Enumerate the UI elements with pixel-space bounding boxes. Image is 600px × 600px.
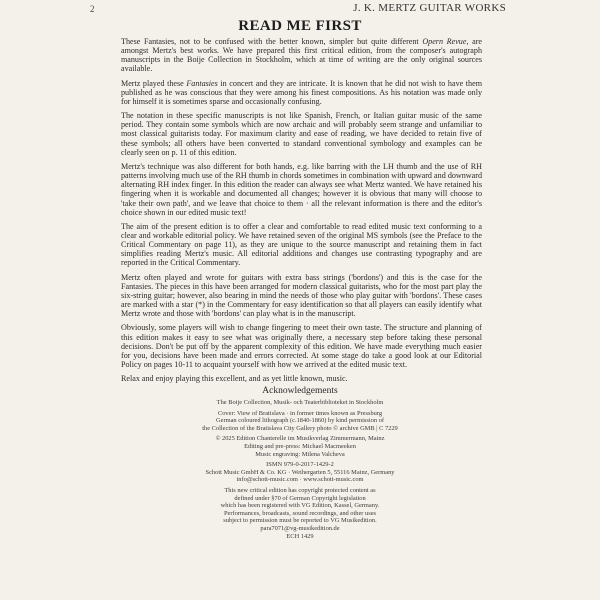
page-number: 2 [90,4,95,14]
page-title: READ ME FIRST [238,18,362,34]
ack-block-copyright: This new critical edition has copyright protected content as defined under §70 of German Copyright legislation which has been registered with VG Edition, Kassel, Germany. Performances, broadcasts, sound recordings, and other uses subject to permission must be reported to VG Musikedition. para7071@vg-musikedition.de ECH 1429 [220,486,380,540]
paragraph: Mertz played these Fantasies in concert and they are intricate. It is known that he did not wish to have them published as he was conscious that they were among his finest compositions. As his notation was made only for himself it is sometimes sparse and occasionally confusing. [121,78,482,106]
paragraph: Obviously, some players will wish to change fingering to meet their own taste. The structure and planning of this edition makes it easy to see what was originally there, a necessary step before taking these personal decisions. Don't be put off by the apparent complexity of this edition. We have made everything much easier for you, decisions have been made and errors corrected. At some stage do take a good look at our Editorial Policy on pages 10-11 to acquaint yourself with how we arrived at the edited music text. [121,323,482,369]
ack-block-collection: The Boije Collection, Musik- och Teaterbiblioteket in Stockholm [216,399,384,406]
running-title: J. K. MERTZ GUITAR WORKS [353,2,506,14]
ack-block-publisher: ISMN 979-0-2017-1429-2 Schott Music GmbH & Co. KG · Weihergarten 5, 55116 Mainz, Germany info@schott-music.com · www.schott-music.com [205,461,395,484]
paragraph: Mertz's technique was also different for both hands, e.g. like barring with the LH thumb and the use of RH patterns involving much use of the RH thumb in chords sometimes in combination with upward and downward alternating RH index finger. In this edition the reader can always see what Mertz wanted. We have retained his fingering when it is workable and documented all changes; however it is obvious that many will choose to 'take their own path', and we leave that choice to them · all the relevant information is there and the editor's choice shown in our edited music text! [121,161,482,217]
paragraph: The notation in these specific manuscripts is not like Spanish, French, or Italian guitar music of the same period. They contain some symbols which are now archaic and will probably seem strange and unfamiliar to most classical guitarists today. For maximum clarity and ease of reading, we have decided to retain five of these symbols; all others have been converted to standard conventional symbology and examples can be clearly seen on p. 11 of this edition. [121,111,482,157]
ack-block-credits: © 2025 Edition Chanterelle im Musikverlag Zimmermann, Mainz Editing and pre-press: Michael Macmeeken Music engraving: Milena Valcheva [215,435,385,458]
ack-block-cover: Cover: View of Bratislava · in former times known as Pressburg German coloured lithograph (c.1840-1860) by kind permission of the Collection of the Bratislava City Gallery photo © archive GMB | C 7229 [202,409,398,432]
paragraph: The aim of the present edition is to offer a clear and comfortable to read edited music text conforming to a clear and workable editorial policy. We have retained seven of the original MS symbols (see the Preface to the Critical Commentary on page 11), as they are unique to the source manuscript and retaining them in fact simplifies reading Mertz's music. All editorial additions and changes use contrasting typography and are reported in the Critical Commentary. [121,221,482,268]
paragraph: These Fantasies, not to be confused with the better known, simpler but quite different Opern Revue, are amongst Mertz's best works. We have prepared this first critical edition, from the composer's autograph manuscripts in the Boije Collection in Stockholm, which at time of writing are the only original sources available. [121,37,482,74]
acknowledgements [150,386,450,543]
paragraph: Mertz often played and wrote for guitars with extra bass strings ('bordons') and this is the case for the Fantasies. The pieces in this have been arranged for modern classical guitarists, who for the most part play the six-string guitar; however, also bearing in mind the needs of those who play guitar with 'bordons'. These cases are marked with a star (*) in the Commentary for easy identification so that all players can easily identify what Mertz wrote and those with 'bordons' can play what is in the manuscript. [121,272,482,319]
page-header [0,0,600,20]
paragraph: Relax and enjoy playing this excellent, and as yet little known, music. [121,374,348,384]
body-text [121,37,482,388]
acknowledgements-heading: Acknowledgements [262,386,338,396]
